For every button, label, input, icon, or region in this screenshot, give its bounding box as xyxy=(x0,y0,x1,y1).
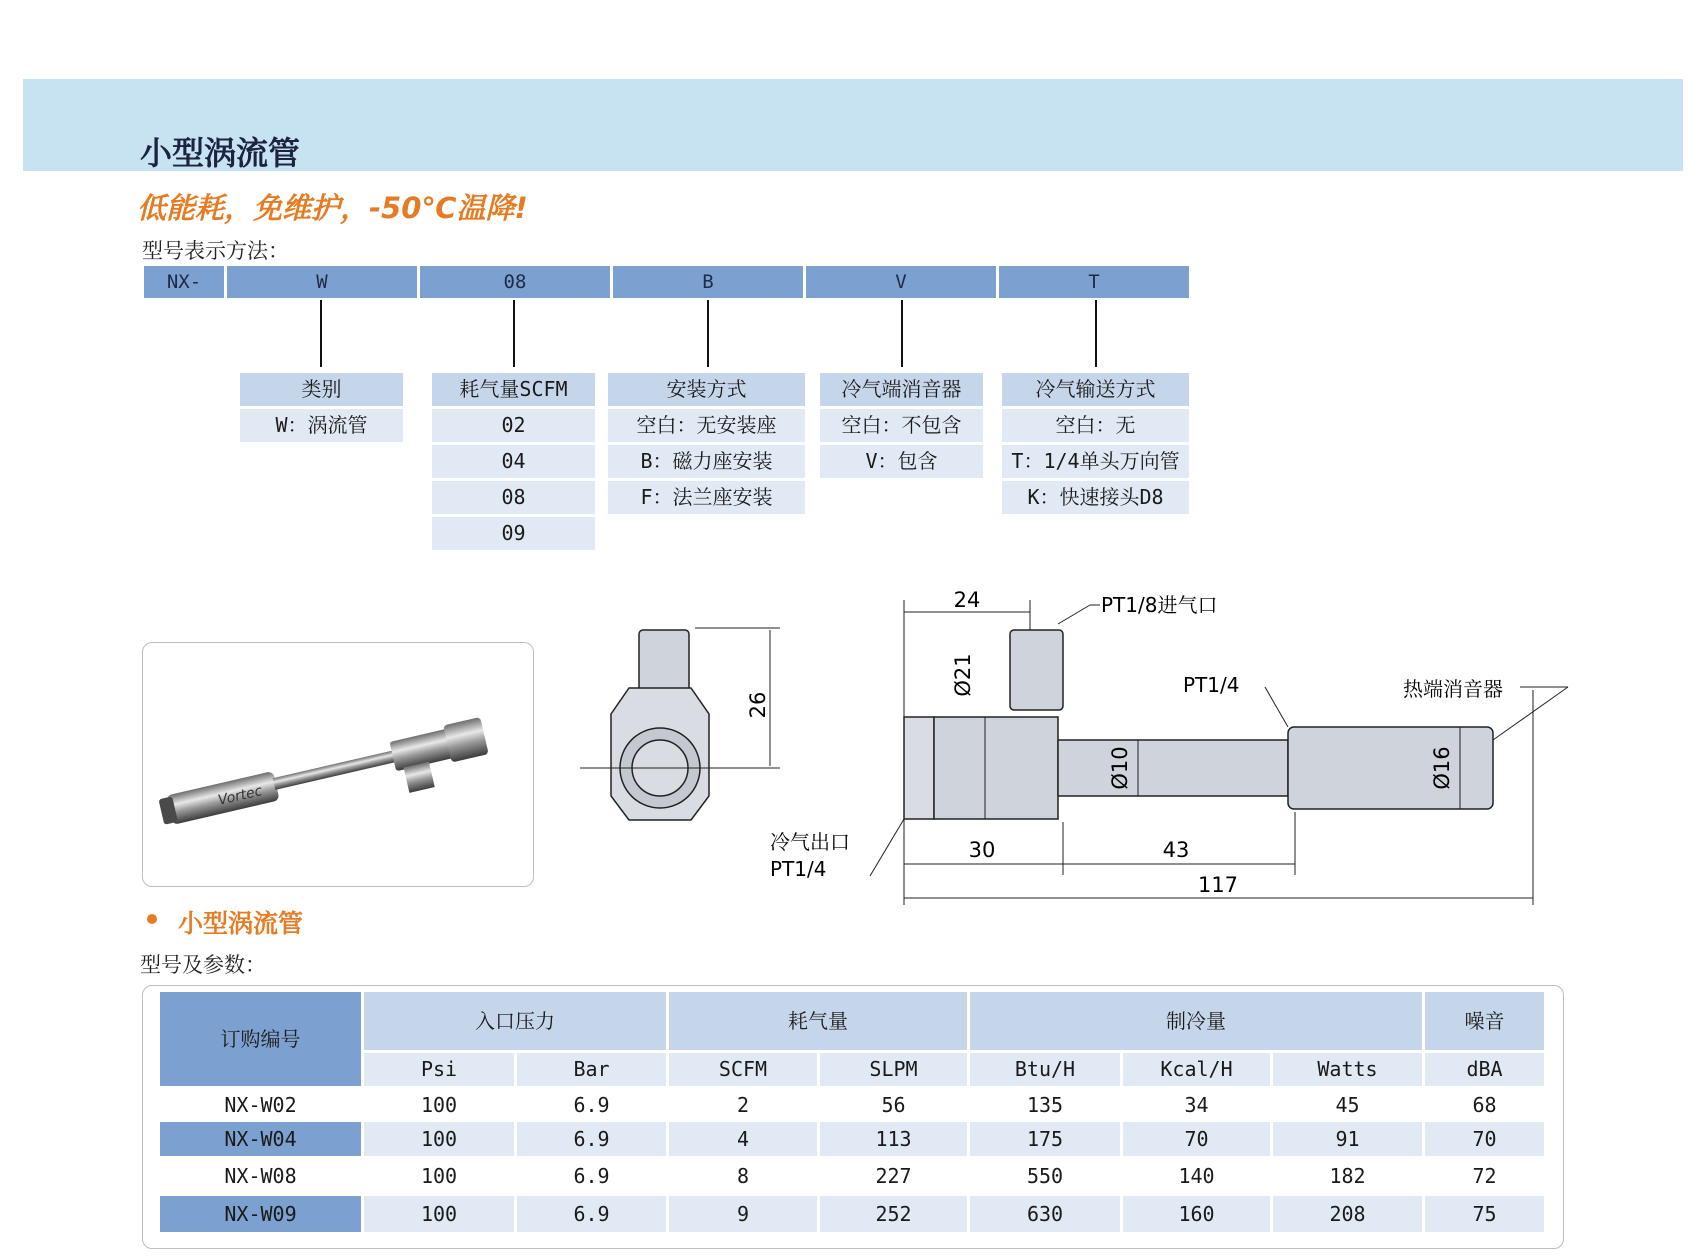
option-column-mount xyxy=(608,373,805,514)
option-item: K：快速接头D8 xyxy=(1002,481,1189,514)
cold-outlet-thread: PT1/4 xyxy=(770,857,827,881)
option-item: 02 xyxy=(432,409,595,442)
subheader: SLPM xyxy=(820,1053,967,1086)
code-segment-muffler: V xyxy=(806,266,996,298)
subheader: Kcal/H xyxy=(1123,1053,1270,1086)
table-cell: 6.9 xyxy=(573,1093,610,1117)
option-item: 04 xyxy=(432,445,595,478)
table-cell: 135 xyxy=(1026,1093,1064,1117)
hot-muffler-label: 热端消音器 xyxy=(1403,677,1503,701)
table-cell: 100 xyxy=(420,1093,458,1117)
dim-26: 26 xyxy=(746,691,770,719)
option-column-delivery xyxy=(1002,373,1189,514)
option-header: 冷气输送方式 xyxy=(1002,373,1189,406)
code-segment-type: W xyxy=(227,266,417,298)
table-cell: 227 xyxy=(875,1164,912,1188)
dim-30: 30 xyxy=(968,838,996,862)
table-cell: 75 xyxy=(1425,1196,1544,1232)
table-cell: 160 xyxy=(1123,1196,1270,1232)
table-cell: 45 xyxy=(1335,1093,1360,1117)
option-item: B：磁力座安装 xyxy=(608,445,805,478)
table-cell-model: NX-W09 xyxy=(160,1196,361,1232)
table-cell: 2 xyxy=(736,1093,750,1117)
dim-43: 43 xyxy=(1162,838,1190,862)
dim-24: 24 xyxy=(953,588,981,612)
hot-muffler-front xyxy=(1288,727,1493,809)
group-header-noise: 噪音 xyxy=(1425,992,1544,1050)
table-cell: 70 xyxy=(1425,1122,1544,1156)
code-segment-mount: B xyxy=(613,266,803,298)
code-segment-prefix: NX- xyxy=(144,266,224,298)
connector-line xyxy=(707,300,709,367)
table-cell: 6.9 xyxy=(517,1196,666,1232)
dim-117: 117 xyxy=(1197,873,1239,897)
table-cell: 550 xyxy=(1026,1164,1064,1188)
connector-line xyxy=(1095,300,1097,367)
option-item: 09 xyxy=(432,517,595,550)
inlet-fitting-front xyxy=(1010,630,1063,710)
option-column-flow xyxy=(432,373,595,550)
page-title: 小型涡流管 xyxy=(140,134,301,172)
generator-body-front xyxy=(934,717,1058,819)
option-header: 冷气端消音器 xyxy=(820,373,983,406)
group-header-cooling: 制冷量 xyxy=(970,992,1422,1050)
table-cell-model: NX-W02 xyxy=(224,1093,297,1117)
table-cell: 70 xyxy=(1123,1122,1270,1156)
inlet-label: PT1/8进气口 xyxy=(1101,593,1218,617)
option-column-category xyxy=(240,373,403,442)
subheader: SCFM xyxy=(669,1053,817,1086)
table-cell: 175 xyxy=(970,1122,1120,1156)
option-item: 08 xyxy=(432,481,595,514)
logo-text: Vortec xyxy=(216,783,264,809)
vortex-tube-photo xyxy=(143,643,533,886)
option-column-muffler xyxy=(820,373,983,478)
technical-drawing xyxy=(570,580,1680,910)
table-cell: 6.9 xyxy=(517,1122,666,1156)
table-cell: 252 xyxy=(820,1196,967,1232)
table-cell: 68 xyxy=(1472,1093,1497,1117)
subheader: Watts xyxy=(1273,1053,1422,1086)
table-cell: 6.9 xyxy=(573,1164,610,1188)
code-segment-flow: 08 xyxy=(420,266,610,298)
table-cell: 140 xyxy=(1178,1164,1215,1188)
option-header: 类别 xyxy=(240,373,403,406)
table-cell: 182 xyxy=(1329,1164,1366,1188)
option-item: F：法兰座安装 xyxy=(608,481,805,514)
product-photo-card xyxy=(142,642,534,887)
cold-end-nut-front xyxy=(904,717,934,819)
dim-21: Ø21 xyxy=(951,653,975,697)
option-item: 空白：不包含 xyxy=(820,409,983,442)
model-notation-label: 型号表示方法： xyxy=(142,239,289,263)
table-cell-model: NX-W08 xyxy=(224,1164,297,1188)
table-cell-model: NX-W04 xyxy=(160,1122,361,1156)
option-header: 耗气量SCFM xyxy=(432,373,595,406)
dim-16: Ø16 xyxy=(1430,746,1454,790)
subheader: Bar xyxy=(517,1053,666,1086)
table-cell: 91 xyxy=(1273,1122,1422,1156)
table-cell: 9 xyxy=(669,1196,817,1232)
group-header-pressure: 入口压力 xyxy=(364,992,666,1050)
section-title: 小型涡流管 xyxy=(178,909,304,938)
dim-10: Ø10 xyxy=(1108,746,1132,790)
params-label: 型号及参数： xyxy=(140,953,266,977)
subheader: dBA xyxy=(1425,1053,1544,1086)
option-item: W：涡流管 xyxy=(240,409,403,442)
table-cell: 100 xyxy=(420,1164,458,1188)
table-cell: 208 xyxy=(1273,1196,1422,1232)
table-cell: 630 xyxy=(970,1196,1120,1232)
connector-line xyxy=(901,300,903,367)
option-item: V：包含 xyxy=(820,445,983,478)
connector-line xyxy=(320,300,322,367)
option-header: 安装方式 xyxy=(608,373,805,406)
section-bullet-icon xyxy=(147,914,157,924)
code-segment-delivery: T xyxy=(999,266,1189,298)
table-cell: 4 xyxy=(669,1122,817,1156)
table-cell: 100 xyxy=(364,1196,514,1232)
col-order-header: 订购编号 xyxy=(160,992,361,1086)
slogan: 低能耗，免维护，-50℃温降! xyxy=(137,191,528,225)
table-cell: 8 xyxy=(736,1164,750,1188)
cold-outlet-label: 冷气出口 xyxy=(770,830,850,854)
group-header-air: 耗气量 xyxy=(669,992,967,1050)
table-cell: 72 xyxy=(1472,1164,1497,1188)
pt14-label: PT1/4 xyxy=(1183,673,1240,697)
table-cell: 113 xyxy=(820,1122,967,1156)
table-cell: 100 xyxy=(364,1122,514,1156)
option-item: 空白：无 xyxy=(1002,409,1189,442)
table-cell: 34 xyxy=(1184,1093,1209,1117)
table-cell: 56 xyxy=(881,1093,906,1117)
subheader: Psi xyxy=(364,1053,514,1086)
option-item: T：1/4单头万向管 xyxy=(1002,445,1189,478)
subheader: Btu/H xyxy=(970,1053,1120,1086)
option-item: 空白：无安装座 xyxy=(608,409,805,442)
tube-front xyxy=(1058,740,1288,796)
connector-line xyxy=(513,300,515,367)
